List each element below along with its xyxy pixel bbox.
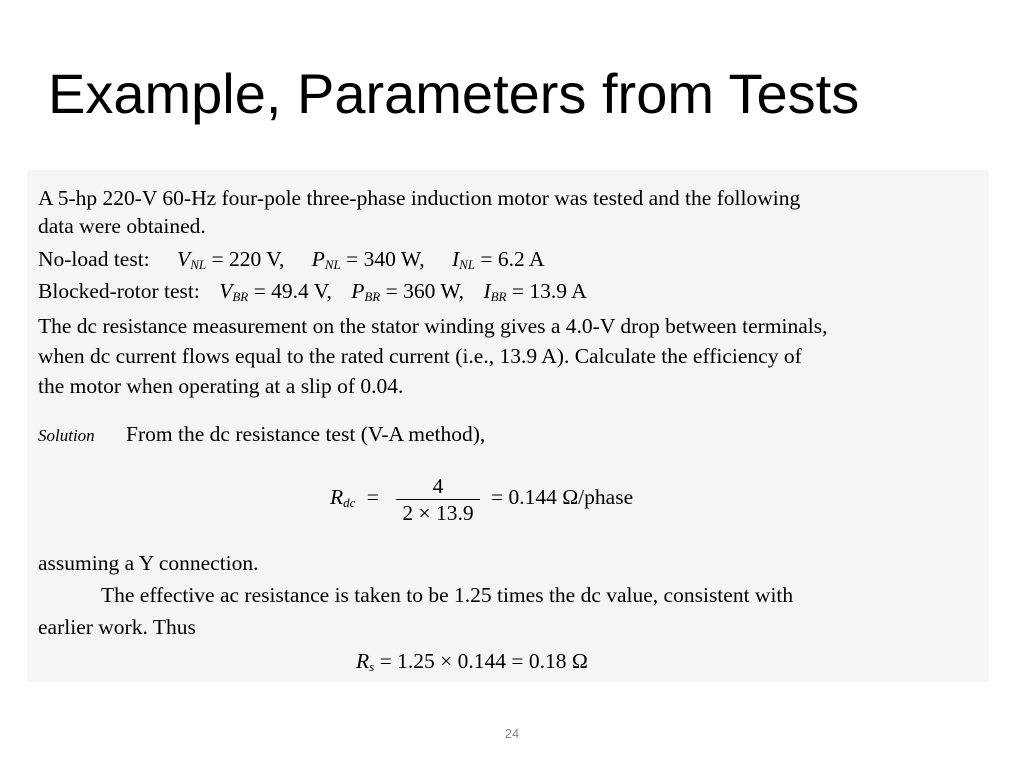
p-nl-subscript: NL [324,257,341,272]
i-br-subscript: BR [490,289,507,304]
no-load-test-line [38,246,545,278]
scanned-textbook-excerpt [27,170,989,682]
rdc-symbol: R [330,485,344,509]
v-nl-value: = 220 V, [206,247,285,271]
problem-line-6: when dc current flows equal to the rated current (i.e., 13.9 A). Calculate the efficiency of [38,344,802,368]
solution-intro-line [38,421,485,449]
assumption-line: assuming a Y connection. [38,551,259,575]
rdc-result: = 0.144 Ω/phase [490,485,634,509]
rdc-denominator: 2 × 13.9 [396,499,479,526]
rdc-numerator: 4 [432,473,444,498]
problem-line-1: A 5-hp 220-V 60-Hz four-pole three-phase induction motor was tested and the following [38,186,801,210]
problem-line-7: the motor when operating at a slip of 0.04. [38,374,404,398]
v-nl-subscript: NL [190,257,207,272]
problem-line-2: data were obtained. [38,214,206,238]
rdc-fraction [396,473,479,526]
p-br-subscript: BR [364,289,381,304]
no-load-label: No-load test: [38,247,150,271]
page-number: 24 [504,726,520,741]
p-nl-value: = 340 W, [340,247,425,271]
rs-symbol: R [356,649,370,673]
solution-intro: From the dc resistance test (V-A method), [126,422,486,446]
p-nl-symbol: P [311,247,325,271]
v-nl-symbol: V [177,247,191,271]
p-br-value: = 360 W, [380,279,465,303]
rs-equation [356,648,588,680]
i-nl-subscript: NL [459,257,476,272]
slide-title: Example, Parameters from Tests [48,62,860,125]
ac-resistance-line-1: The effective ac resistance is taken to be 1.25 times the dc value, consistent with [101,583,794,607]
solution-label: Solution [38,426,95,445]
v-br-value: = 49.4 V, [248,279,332,303]
p-br-symbol: P [351,279,365,303]
rs-rhs: = 1.25 × 0.144 = 0.18 Ω [374,649,588,673]
ac-resistance-line-2: earlier work. Thus [38,615,196,639]
blocked-rotor-label: Blocked-rotor test: [38,279,200,303]
v-br-subscript: BR [232,289,249,304]
i-nl-value: = 6.2 A [475,247,545,271]
blocked-rotor-test-line [38,278,587,310]
i-nl-symbol: I [451,247,460,271]
i-br-symbol: I [483,279,491,303]
rdc-equation [330,468,633,532]
problem-line-5: The dc resistance measurement on the stator winding gives a 4.0-V drop between terminals, [38,314,828,338]
rdc-equals: = [366,485,379,509]
i-br-value: = 13.9 A [506,279,587,303]
v-br-symbol: V [219,279,233,303]
rs-subscript: s [369,659,375,674]
rdc-subscript: dc [343,495,356,510]
